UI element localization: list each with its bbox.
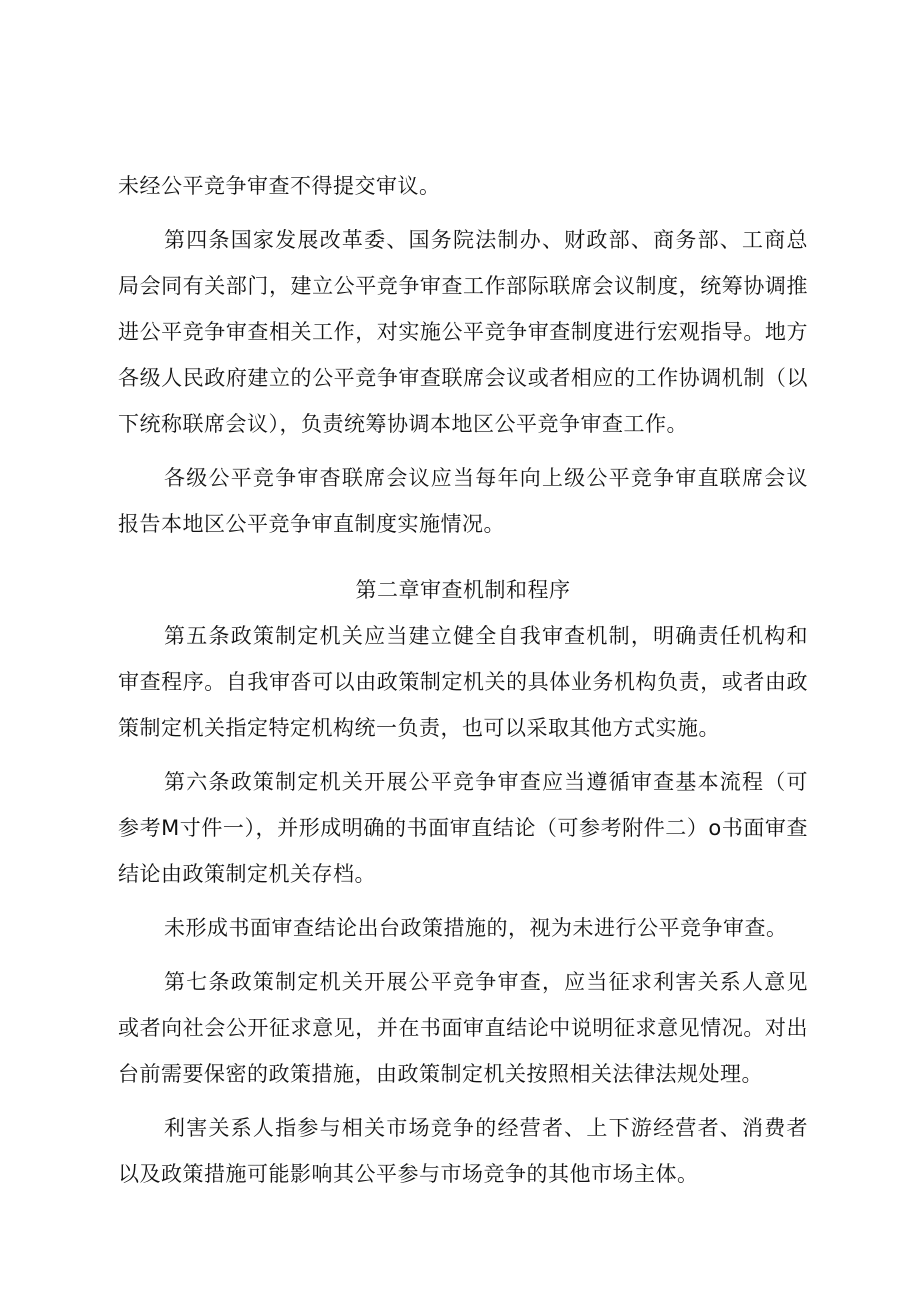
paragraph-article-7: 第七条政策制定机关开展公平竞争审查，应当征求利害关系人意见或者向社会公开征求意见，并在书面审直结论中说明征求意见情况。对出台前需要保密的政策措施，由政策制定机关按照相关法律法规处理。 <box>118 970 808 1086</box>
document-body <box>118 163 808 1205</box>
paragraph-article-5: 第五条政策制定机关应当建立健全自我审查机制，明确责任机构和审查程序。自我审沓可以由政策制定机关的具体业务机构负责，或者由政策制定机关指定特定机构统一负责，也可以采取其他方式实施。 <box>118 624 808 740</box>
chapter-heading: 第二章审查机制和程序 <box>355 578 571 602</box>
paragraph-continuation: 未经公平竞争审查不得提交审议。 <box>118 174 441 198</box>
paragraph-article-6: 第六条政策制定机关开展公平竞争审查应当遵循审查基本流程（可参考M寸件一），并形成明确的书面审直结论（可参考附件二）o书面审查结论由政策制定机关存档。 <box>118 770 808 886</box>
paragraph-no-written-conclusion: 未形成书面审查结论出台政策措施的，视为未进行公平竞争审查。 <box>164 916 788 940</box>
paragraph-article-4: 第四条国家发展改革委、国务院法制办、财政部、商务部、工商总局会同有关部门，建立公平竞争审查工作部际联席会议制度，统筹协调推进公平竞争审查相关工作，对实施公平竞争审查制度进行宏观指导。地方各级人民政府建立的公平竞争审查联席会议或者相应的工作协调机制（以下统称联席会议），负责统筹协调本地区公平竞争审查工作。 <box>118 228 808 436</box>
paragraph-stakeholders: 利害关系人指参与相关市场竞争的经营者、上下游经营者、消费者以及政策措施可能影响其公平参与市场竞争的其他市场主体。 <box>118 1116 808 1186</box>
paragraph-annual-report: 各级公平竞争审杳联席会议应当每年向上级公平竞争审直联席会议报告本地区公平竞争审直制度实施情况。 <box>118 466 808 536</box>
